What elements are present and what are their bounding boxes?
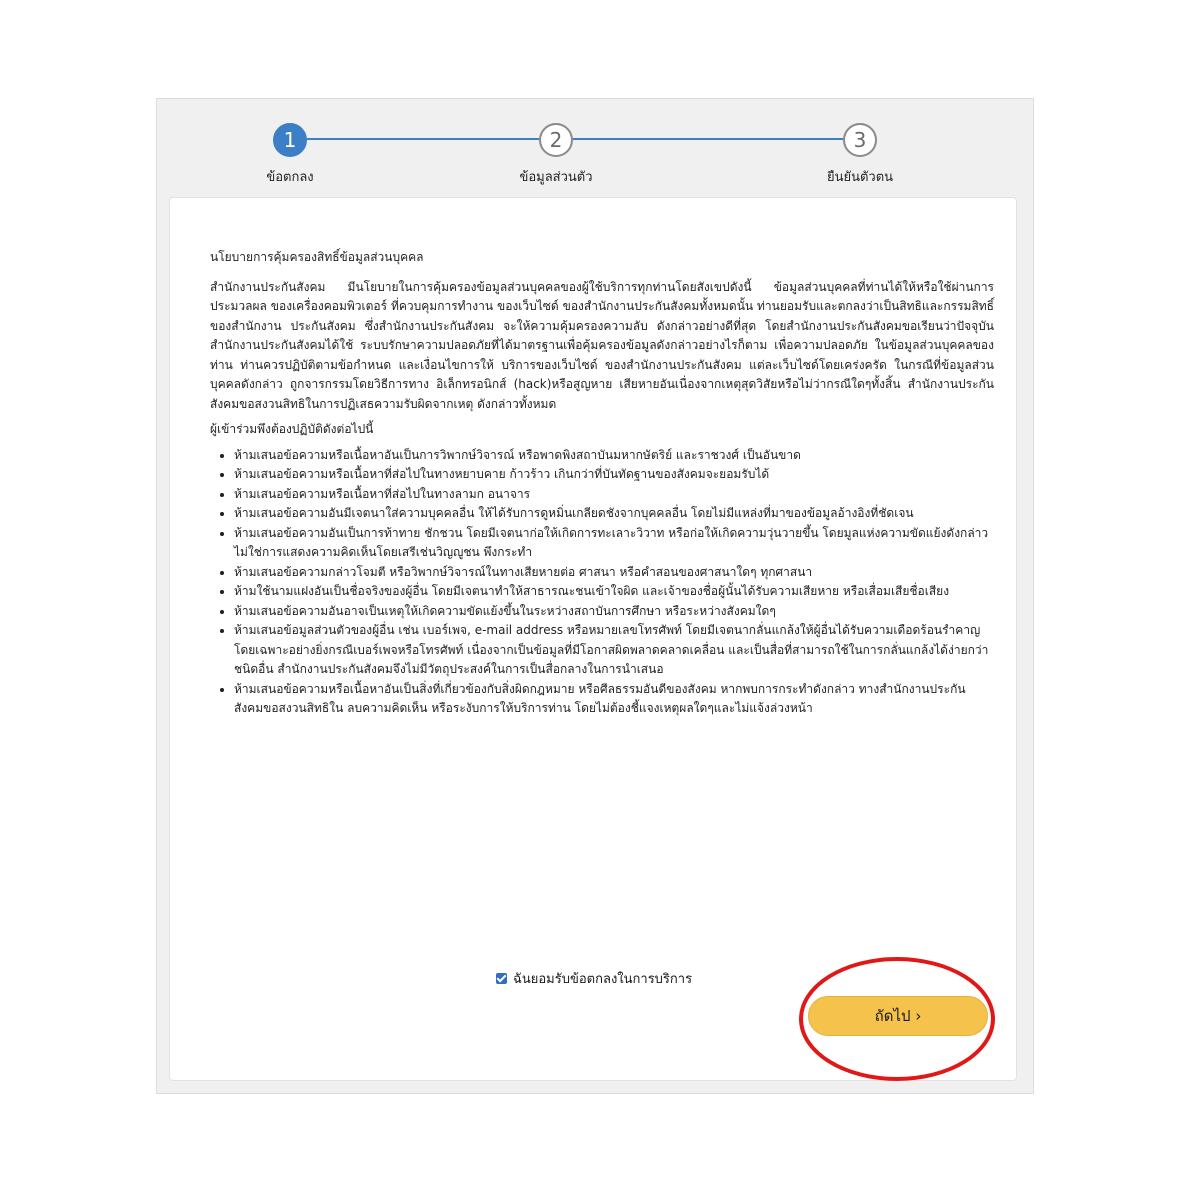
consent-row[interactable] (496, 968, 692, 989)
next-button[interactable]: ถัดไป › (808, 996, 988, 1036)
registration-screen (156, 98, 1034, 1094)
terms-scroll-area[interactable] (210, 248, 1000, 868)
step-1-label: ข้อตกลง (266, 170, 314, 185)
step-3-label: ยืนยันตัวตน (826, 170, 894, 185)
consent-label: ฉันยอมรับข้อตกลงในการบริการ (513, 972, 693, 987)
list-item: • ห้ามเสนอข้อความอันมีเจตนาใส่ความบุคคลอื่น ให้ได้รับการดูหมิ่นเกลียดชังจากบุคคลอื่น โดยไม่มีแหล่งที่มาของข้อมูลอ้างอิงที่ชัดเจน (234, 504, 994, 524)
list-item: • ห้ามเสนอข้อความหรือเนื้อหาที่ส่อไปในทางหยาบคาย ก้าวร้าว เกินกว่าที่บันทัดฐานของสังคมจะยอมรับได้ (234, 465, 994, 485)
stepper (157, 99, 1033, 195)
list-item: • ห้ามเสนอข้อความหรือเนื้อหาอันเป็นสิ่งที่เกี่ยวข้องกับสิ่งผิดกฎหมาย หรือศีลธรรมอันดีของสังคม หากพบการกระทำดังกล่าว ทางสำนักงานประกันสังคมขอสงวนสิทธิใน ลบความคิดเห็น หรือระงับการให้บริการท่าน โดยไม่ต้องชี้แจงเหตุผลใดๆและไม่แจ้งล่วงหน้า (234, 680, 994, 719)
step-connector-1 (307, 138, 539, 140)
list-item: • ห้ามเสนอข้อมูลส่วนตัวของผู้อื่น เช่น เบอร์เพจ, e-mail address หรือหมายเลขโทรศัพท์ โดยมีเจตนากลั่นแกล้งให้ผู้อื่นได้รับความเดือดร้อนรำคาญ โดยเฉพาะอย่างยิ่งกรณีเบอร์เพจหรือโทรศัพท์ เนื่องจากเป็นข้อมูลที่มีโอกาสผิดพลาดคลาดเคลื่อน และเป็นสื่อที่สามารถใช้ในการกลั่นแกล้งได้ง่ายกว่าชนิดอื่น สำนักงานประกันสังคมจึงไม่มีวัตถุประสงค์ในการเป็นสื่อกลางในการนำเสนอ (234, 621, 994, 680)
rules-intro: ผู้เข้าร่วมพึงต้องปฏิบัติดังต่อไปนี้ (210, 422, 374, 436)
step-1-indicator: 1 (273, 123, 307, 157)
rules-list (210, 446, 994, 719)
step-3-indicator: 3 (843, 123, 877, 157)
list-item: • ห้ามเสนอข้อความอันเป็นการท้าทาย ชักชวน โดยมีเจตนาก่อให้เกิดการทะเลาะวิวาท หรือก่อให้เกิดความวุ่นวายขึ้น โดยมูลแห่งความขัดแย้งดังกล่าว ไม่ใช่การแสดงความคิดเห็นโดยเสรีเช่นวิญญูชน พึงกระทำ (234, 524, 994, 563)
policy-heading: นโยบายการคุ้มครองสิทธิ์ข้อมูลส่วนบุคคล (210, 250, 424, 264)
policy-body: สำนักงานประกันสังคม มีนโยบายในการคุ้มครองข้อมูลส่วนบุคคลของผู้ใช้บริการทุกท่านโดยสังเขปดังนี้ ข้อมูลส่วนบุคคลที่ท่านได้ให้หรือใช้ผ่านการประมวลผล ของเครื่องคอมพิวเตอร์ ที่ควบคุมการทำงาน ของเว็บไซด์ ของสำนักงานประกันสังคมทั้งหมดนั้น ท่านยอมรับและตกลงว่าเป็นสิทธิและกรรมสิทธิ์ของสำนักงาน ประกันสังคม ซึ่งสำนักงานประกันสังคม จะให้ความคุ้มครองความลับ ดังกล่าวอย่างดีที่สุด โดยสำนักงานประกันสังคมขอเรียนว่าปัจจุบันสำนักงานประกันสังคมได้ใช้ ระบบรักษาความปลอดภัยที่ได้มาตรฐานเพื่อคุ้มครองข้อมูลดังกล่าวอย่างไรก็ตาม เพื่อความปลอดภัย ในข้อมูลส่วนบุคคลของท่าน ท่านควรปฏิบัติตามข้อกำหนด และเงื่อนไขการให้ บริการของเว็บไซด์ ของสำนักงานประกันสังคม แต่ละเว็บไซด์โดยเคร่งครัด ในกรณีที่ข้อมูลส่วนบุคคลดังกล่าว ถูกจารกรรมโดยวิธีการทาง อิเล็กทรอนิกส์ (hack)หรือสูญหาย เสียหายอันเนื่องจากเหตุสุดวิสัยหรือไม่ว่ากรณีใดๆทั้งสิ้น สำนักงานประกันสังคมขอสงวนสิทธิในการปฏิเสธความรับผิดจากเหตุ ดังกล่าวทั้งหมด (210, 279, 994, 411)
step-connector-2 (573, 138, 843, 140)
list-item: • ห้ามเสนอข้อความหรือเนื้อหาที่ส่อไปในทางลามก อนาจาร (234, 485, 994, 505)
list-item: • ห้ามใช้นามแฝงอันเป็นชื่อจริงของผู้อื่น โดยมีเจตนาทำให้สาธารณะชนเข้าใจผิด และเจ้าของชื่อผู้นั้นได้รับความเสียหาย หรือเสื่อมเสียชื่อเสียง (234, 582, 994, 602)
consent-checkbox[interactable] (496, 973, 507, 984)
list-item: • ห้ามเสนอข้อความอันอาจเป็นเหตุให้เกิดความขัดแย้งขึ้นในระหว่างสถาบันการศึกษา หรือระหว่างสังคมใดๆ (234, 602, 994, 622)
step-2-label: ข้อมูลส่วนตัว (519, 170, 593, 185)
terms-card (169, 197, 1017, 1081)
step-2-indicator: 2 (539, 123, 573, 157)
list-item: • ห้ามเสนอข้อความกล่าวโจมตี หรือวิพากษ์วิจารณ์ในทางเสียหายต่อ ศาสนา หรือคำสอนของศาสนาใดๆ ทุกศาสนา (234, 563, 994, 583)
list-item: • ห้ามเสนอข้อความหรือเนื้อหาอันเป็นการวิพากษ์วิจารณ์ หรือพาดพิงสถาบันมหากษัตริย์ และราชวงศ์ เป็นอันขาด (234, 446, 994, 466)
